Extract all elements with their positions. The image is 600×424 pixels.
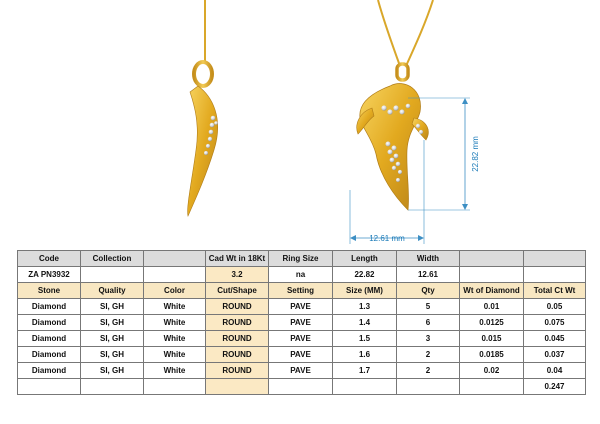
table-cell: Diamond xyxy=(18,363,81,379)
table-cell: Width xyxy=(397,251,460,267)
table-cell xyxy=(460,379,524,395)
table-cell: PAVE xyxy=(269,299,333,315)
table-row xyxy=(18,363,586,379)
table-cell: Diamond xyxy=(18,331,81,347)
table-cell xyxy=(144,251,206,267)
table-cell: 0.02 xyxy=(460,363,524,379)
table-cell: Setting xyxy=(269,283,333,299)
table-cell: Color xyxy=(144,283,206,299)
table-cell: na xyxy=(269,267,333,283)
table-cell: 2 xyxy=(397,347,460,363)
table-cell: 1.4 xyxy=(333,315,397,331)
table-header-row xyxy=(18,283,586,299)
table-cell: 0.015 xyxy=(460,331,524,347)
table-row xyxy=(18,299,586,315)
table-cell xyxy=(269,379,333,395)
front-chain-right xyxy=(406,0,433,66)
table-cell: Cut/Shape xyxy=(206,283,269,299)
table-cell xyxy=(206,379,269,395)
table-cell: PAVE xyxy=(269,315,333,331)
table-cell: 3.2 xyxy=(206,267,269,283)
table-cell: 6 xyxy=(397,315,460,331)
table-cell xyxy=(18,379,81,395)
table-cell: ROUND xyxy=(206,363,269,379)
table-cell: Diamond xyxy=(18,347,81,363)
table-cell: SI, GH xyxy=(81,347,144,363)
table-cell: White xyxy=(144,347,206,363)
table-cell: SI, GH xyxy=(81,315,144,331)
table-cell: White xyxy=(144,299,206,315)
table-row xyxy=(18,267,586,283)
table-total-row xyxy=(18,379,586,395)
table-cell: Total Ct Wt xyxy=(524,283,586,299)
table-cell: Qty xyxy=(397,283,460,299)
table-cell: Cad Wt in 18Kt xyxy=(206,251,269,267)
table-cell: ROUND xyxy=(206,315,269,331)
table-cell xyxy=(460,267,524,283)
table-cell: 1.5 xyxy=(333,331,397,347)
table-cell: 1.3 xyxy=(333,299,397,315)
table-cell: Wt of Diamond xyxy=(460,283,524,299)
table-cell: 1.6 xyxy=(333,347,397,363)
side-bail xyxy=(194,62,212,86)
table-cell: Code xyxy=(18,251,81,267)
table-cell: 0.0125 xyxy=(460,315,524,331)
table-cell: Stone xyxy=(18,283,81,299)
pendant-front-view xyxy=(357,0,433,210)
table-cell: PAVE xyxy=(269,347,333,363)
table-row xyxy=(18,347,586,363)
table-row xyxy=(18,331,586,347)
table-cell xyxy=(144,267,206,283)
front-chain-left xyxy=(378,0,400,66)
table-cell: 22.82 xyxy=(333,267,397,283)
table-cell: 3 xyxy=(397,331,460,347)
table-cell: White xyxy=(144,315,206,331)
table-cell xyxy=(81,379,144,395)
table-cell: White xyxy=(144,363,206,379)
side-body xyxy=(188,86,218,216)
front-bail xyxy=(397,64,408,80)
table-cell: 0.037 xyxy=(524,347,586,363)
total-carat-weight: 0.247 xyxy=(524,379,586,395)
table-cell xyxy=(144,379,206,395)
front-body xyxy=(360,84,421,210)
table-cell: Size (MM) xyxy=(333,283,397,299)
table-cell: 2 xyxy=(397,363,460,379)
table-cell xyxy=(460,251,524,267)
table-cell xyxy=(81,267,144,283)
table-cell: Ring Size xyxy=(269,251,333,267)
table-cell: Diamond xyxy=(18,299,81,315)
spec-table xyxy=(17,250,586,395)
table-cell xyxy=(397,379,460,395)
table-cell: Diamond xyxy=(18,315,81,331)
table-cell: Length xyxy=(333,251,397,267)
table-cell: 0.045 xyxy=(524,331,586,347)
pendant-side-view xyxy=(188,0,218,216)
table-cell: 5 xyxy=(397,299,460,315)
table-cell: 0.05 xyxy=(524,299,586,315)
table-cell: PAVE xyxy=(269,363,333,379)
table-cell: 0.01 xyxy=(460,299,524,315)
table-cell xyxy=(524,251,586,267)
table-cell: 12.61 xyxy=(397,267,460,283)
width-label: 12.61 mm xyxy=(369,234,405,243)
table-cell xyxy=(333,379,397,395)
table-cell: Quality xyxy=(81,283,144,299)
table-cell: 0.075 xyxy=(524,315,586,331)
height-label: 22.82 mm xyxy=(471,136,480,172)
table-cell: ROUND xyxy=(206,331,269,347)
table-cell: SI, GH xyxy=(81,299,144,315)
table-cell: PAVE xyxy=(269,331,333,347)
table-cell: White xyxy=(144,331,206,347)
table-cell: ROUND xyxy=(206,299,269,315)
table-cell: SI, GH xyxy=(81,363,144,379)
table-cell: 1.7 xyxy=(333,363,397,379)
table-cell: ROUND xyxy=(206,347,269,363)
table-header-row xyxy=(18,251,586,267)
table-cell xyxy=(524,267,586,283)
table-cell: Collection xyxy=(81,251,144,267)
front-right-ear xyxy=(412,118,428,140)
table-cell: 0.0185 xyxy=(460,347,524,363)
table-cell: 0.04 xyxy=(524,363,586,379)
table-row xyxy=(18,315,586,331)
table-cell: ZA PN3932 xyxy=(18,267,81,283)
table-cell: SI, GH xyxy=(81,331,144,347)
